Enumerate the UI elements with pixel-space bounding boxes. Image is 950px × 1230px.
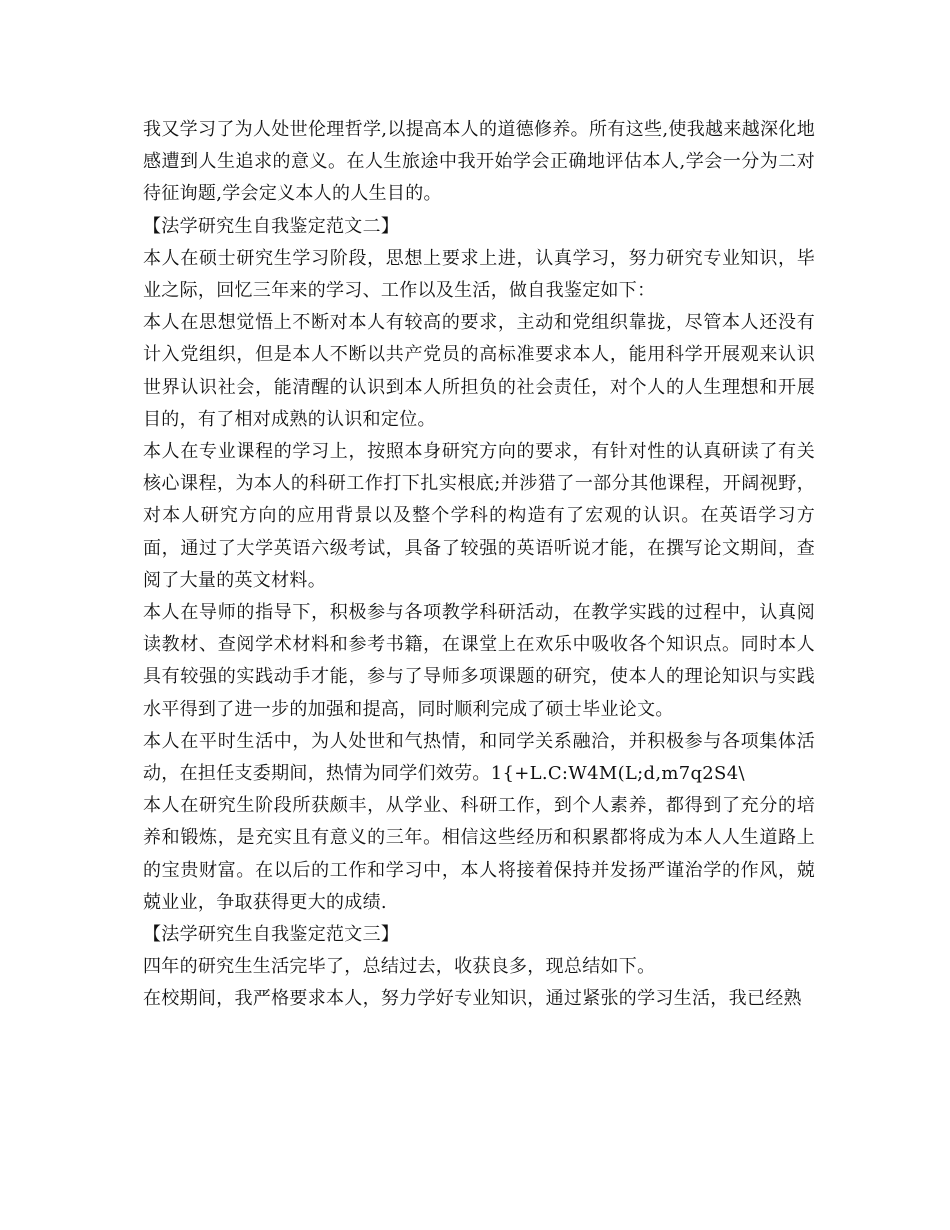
paragraph-research-practice: 本人在导师的指导下，积极参与各项教学科研活动，在教学实践的过程中，认真阅读教材、查阅学术材料和参考书籍，在课堂上在欢乐中吸收各个知识点。同时本人具有较强的实践动手才能，参与了导师多项课题的研究，使本人的理论知识与实践水平得到了进一步的加强和提高，同时顺利完成了硕士毕业论文。: [143, 602, 815, 720]
document-body: [143, 114, 815, 1016]
paragraph-coursework: 本人在专业课程的学习上，按照本身研究方向的要求，有针对性的认真研读了有关核心课程，为本人的科研工作打下扎实根底;并涉猎了一部分其他课程，开阔视野，对本人研究方向的应用背景以及整个学科的构造有了宏观的认识。在英语学习方面，通过了大学英语六级考试，具备了较强的英语听说才能，在撰写论文期间，查阅了大量的英文材料。: [143, 441, 815, 591]
paragraph-school-period: 在校期间，我严格要求本人，努力学好专业知识，通过紧张的学习生活，我已经熟: [143, 988, 802, 1010]
section-heading-sample-two: 【法学研究生自我鉴定范文二】: [143, 215, 400, 237]
paragraph-four-years: 四年的研究生生活完毕了，总结过去，收获良多，现总结如下。: [143, 956, 656, 978]
paragraph-ideology: 本人在思想觉悟上不断对本人有较高的要求，主动和党组织靠拢，尽管本人还没有计入党组织，但是本人不断以共产党员的高标准要求本人，能用科学开展观来认识世界认识社会，能清醒的认识到本人所担负的社会责任，对个人的人生理想和开展目的，有了相对成熟的认识和定位。: [143, 312, 815, 430]
paragraph-daily-life: 本人在平时生活中，为人处世和气热情，和同学关系融洽，并积极参与各项集体活动，在担任支委期间，热情为同学们效劳。1{+L.C:W4M(L;d,m7q2S4\: [143, 730, 815, 785]
paragraph-ethics-study: 我又学习了为人处世伦理哲学,以提高本人的道德修养。所有这些,使我越来越深化地感遭到人生追求的意义。在人生旅途中我开始学会正确地评估本人,学会一分为二对待征询题,学会定义本人的人生目的。: [143, 119, 815, 205]
paragraph-masters-intro: 本人在硕士研究生学习阶段，思想上要求上进，认真学习，努力研究专业知识，毕业之际，回忆三年来的学习、工作以及生活，做自我鉴定如下：: [143, 247, 815, 302]
section-heading-sample-three: 【法学研究生自我鉴定范文三】: [143, 924, 400, 946]
paragraph-summary: 本人在研究生阶段所获颇丰，从学业、科研工作，到个人素养，都得到了充分的培养和锻炼，是充实且有意义的三年。相信这些经历和积累都将成为本人人生道路上的宝贵财富。在以后的工作和学习中，本人将接着保持并发扬严谨治学的作风，兢兢业业，争取获得更大的成绩.: [143, 795, 815, 913]
